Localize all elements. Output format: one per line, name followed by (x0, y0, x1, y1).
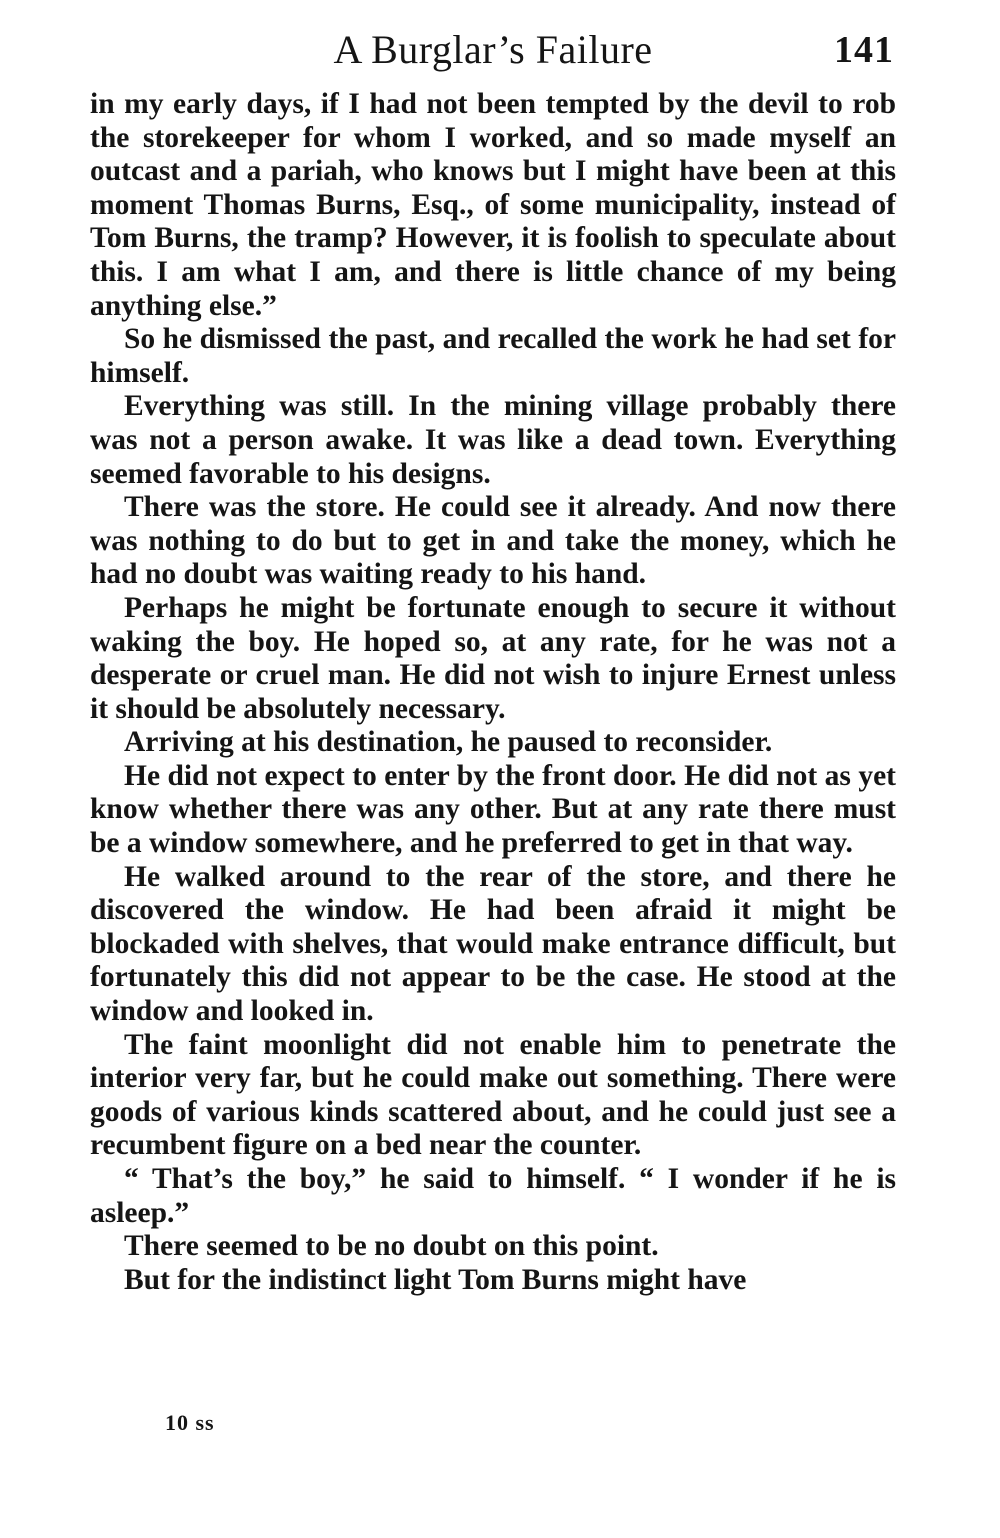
signature-mark: 10 ss (165, 1410, 215, 1435)
paragraph-2: So he dismissed the past, and recalled the work he had set for himself. (90, 323, 896, 389)
page-number: 141 (834, 29, 894, 71)
paragraph-3: Everything was still. In the mining village probably there was not a person awake. It was like a dead town. Everything seemed favorable to his designs. (90, 390, 896, 490)
paragraph-5: Perhaps he might be fortunate enough to secure it without waking the boy. He hoped so, at any rate, for he was not a desperate or cruel man. He did not wish to injure Ernest unless it should be absolutely necessary. (90, 591, 896, 725)
paragraph-1: in my early days, if I had not been tempted by the devil to rob the storekeeper for whom I worked, and so made myself an outcast and a pariah, who knows but I might have been at this moment Thomas Burns, Esq., of some municipality, instead of Tom Burns, the tramp? However, it is foolish to speculate about this. I am what I am, and there is little chance of my being anything else.” (90, 88, 896, 322)
paragraph-10: “ That’s the boy,” he said to himself. “ I wonder if he is asleep.” (90, 1163, 896, 1229)
paragraph-9: The faint moonlight did not enable him to penetrate the interior very far, but he could make out something. There were goods of various kinds scattered about, and he could just see a recumbent figure on a bed near the counter. (90, 1028, 896, 1162)
running-title: A Burglar’s Failure (333, 27, 653, 72)
body-text (90, 88, 896, 1297)
paragraph-8: He walked around to the rear of the store, and there he discovered the window. He had been afraid it might be blockaded with shelves, that would make entrance difficult, but fortunately this did not appear to be the case. He stood at the window and looked in. (90, 860, 896, 1028)
paragraph-4: There was the store. He could see it already. And now there was nothing to do but to get in and take the money, which he had no doubt was waiting ready to his hand. (90, 491, 896, 591)
paragraph-12: But for the indistinct light Tom Burns might have (124, 1263, 747, 1296)
running-head (90, 22, 896, 78)
paragraph-11: There seemed to be no doubt on this point. (124, 1230, 659, 1263)
paragraph-7: He did not expect to enter by the front door. He did not as yet know whether there was any other. But at any rate there must be a window somewhere, and he preferred to get in that way. (90, 759, 896, 860)
paragraph-6: Arriving at his destination, he paused to reconsider. (124, 726, 773, 759)
